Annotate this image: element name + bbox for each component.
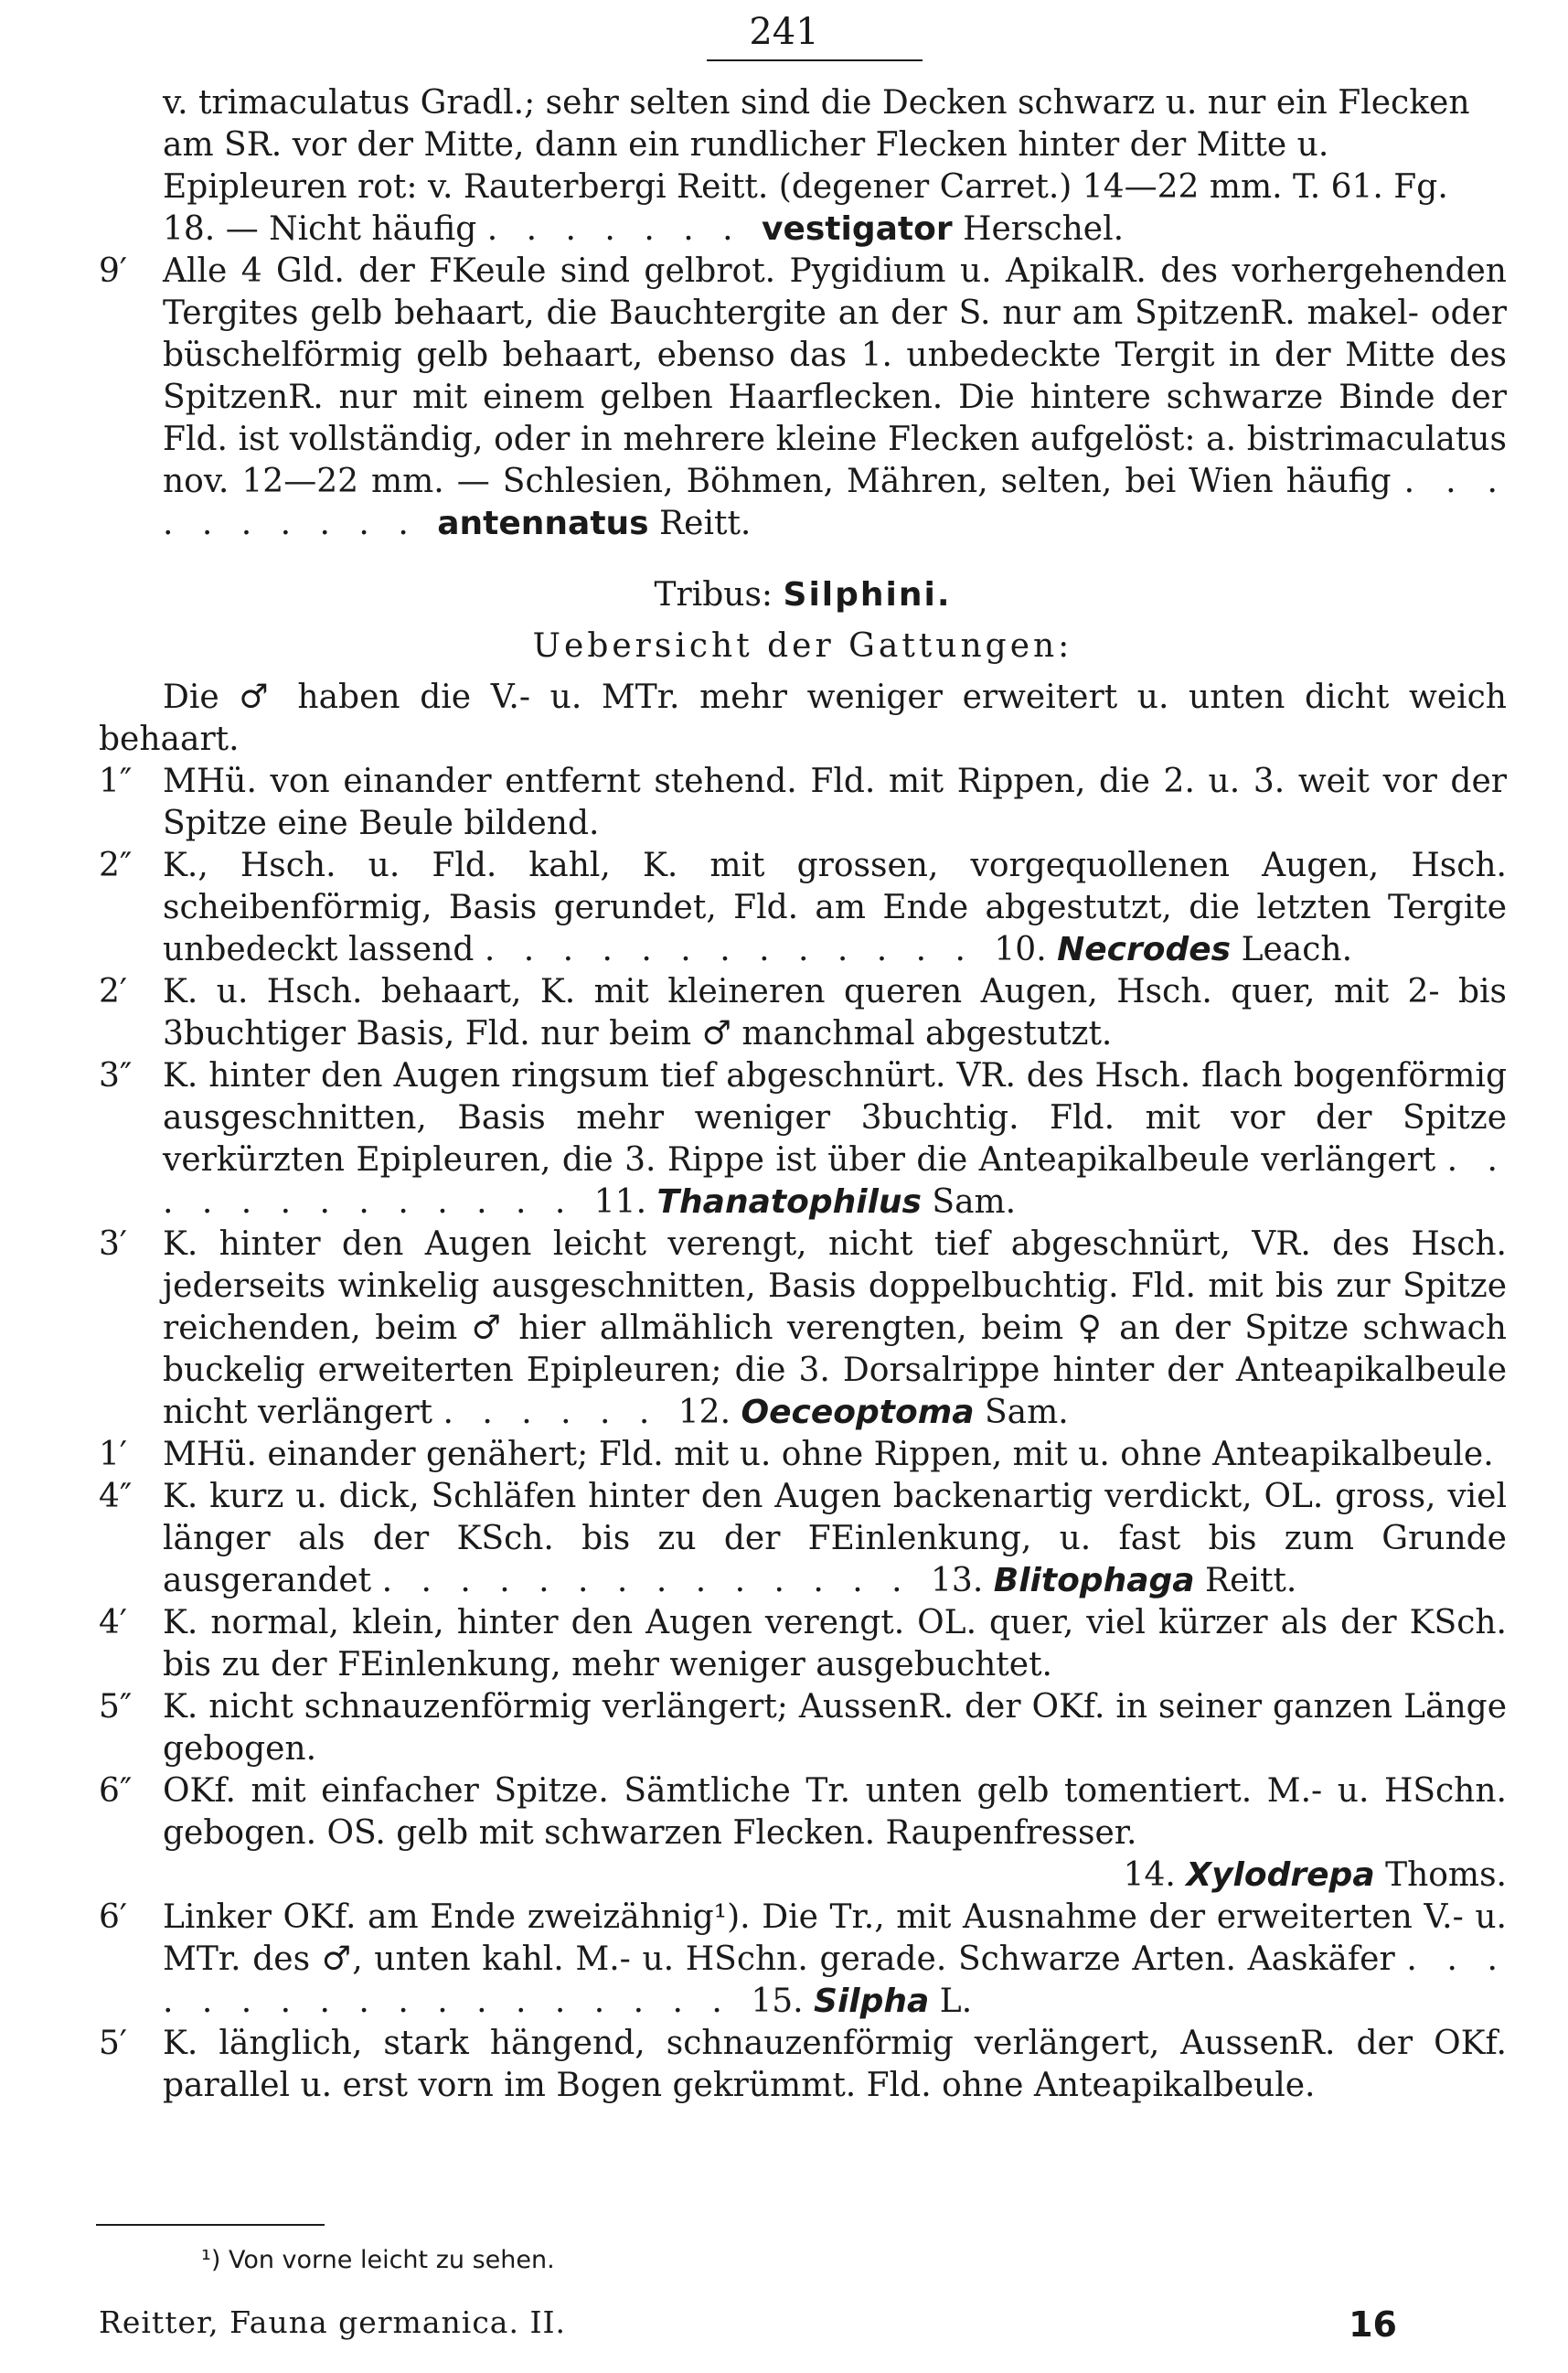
couplet-text: K. hinter den Augen leicht verengt, nicht tief abgeschnürt, VR. des Hsch. jederseits winkelig ausgeschnitten, Basis doppelbuchtig. Fld. mit bis zur Spitze reichenden, beim ♂ hier allmählich verengten, beim ♀ an der Spitze schwach buckelig erweiterten Epipleuren; die 3. Dorsalrippe hinter der Anteapikalbeule nicht verlängert	[163, 1225, 1507, 1431]
couplet-label: 3′	[99, 1225, 128, 1263]
genus-number: 13.	[931, 1562, 984, 1599]
genus-name: Xylodrepa	[1186, 1856, 1375, 1894]
couplet-6p	[99, 1897, 1507, 2023]
header-rule	[707, 59, 923, 61]
species-author: Reitt.	[659, 505, 752, 542]
couplet-label: 5″	[99, 1688, 133, 1726]
couplet-label: 6″	[99, 1772, 133, 1810]
tribus-heading	[99, 574, 1507, 616]
couplet-label: 2′	[99, 973, 128, 1010]
couplet-label: 4″	[99, 1478, 133, 1515]
species-author: Herschel.	[963, 210, 1125, 248]
couplet-label: 1′	[99, 1436, 128, 1473]
entry-text: Alle 4 Gld. der FKeule sind gelbrot. Pygidium u. ApikalR. des vorhergehenden Tergites gelb behaart, die Bauchtergite an der S. nur am SpitzenR. makel- oder büschelförmig gelb behaart, ebenso das 1. unbedeckte Tergit in der Mitte des SpitzenR. nur mit einem gelben Haarflecken. Die hintere schwarze Binde der Fld. ist vollständig, oder in mehrere kleine Flecken aufgelöst: a. bistrimaculatus nov. 12—22 mm. — Schlesien, Böhmen, Mähren, selten, bei Wien häufig	[163, 252, 1507, 500]
couplet-label: 9′	[99, 252, 128, 290]
intro-paragraph: Die ♂ haben die V.- u. MTr. mehr weniger erweitert u. unten dicht weich behaart.	[99, 679, 1507, 758]
couplet-5dp	[99, 1686, 1507, 1770]
couplet-text: K., Hsch. u. Fld. kahl, K. mit grossen, vorgequollenen Augen, Hsch. scheibenförmig, Basis gerundet, Fld. am Ende abgestutzt, die letzten Tergite unbedeckt lassend	[163, 847, 1507, 968]
genus-author: Reitt.	[1205, 1562, 1297, 1599]
page-body	[99, 82, 1507, 2107]
tribus-name: Silphini.	[783, 576, 952, 614]
couplet-label: 1″	[99, 763, 133, 800]
couplet-label: 6′	[99, 1898, 128, 1936]
genus-name: Blitophaga	[993, 1562, 1195, 1599]
couplet-text: K. nicht schnauzenförmig verlängert; AussenR. der OKf. in seiner ganzen Länge gebogen.	[163, 1688, 1507, 1768]
leader-dots: . . . . . . . . . .	[163, 463, 1507, 542]
couplet-label: 4′	[99, 1604, 128, 1641]
couplet-text: MHü. von einander entfernt stehend. Fld. mit Rippen, die 2. u. 3. weit vor der Spitze eine Beule bildend.	[163, 763, 1507, 842]
leader-dots: . . . . . . .	[486, 210, 762, 248]
leader-dots: . . . . . . . . . . . . . .	[381, 1562, 932, 1599]
couplet-3p	[99, 1224, 1507, 1434]
species-name: vestigator	[761, 210, 953, 248]
couplet-text: K. u. Hsch. behaart, K. mit kleineren queren Augen, Hsch. quer, mit 2- bis 3buchtiger Basis, Fld. nur beim ♂ manchmal abgestutzt.	[163, 973, 1507, 1053]
leader-dots: . . . . . .	[443, 1394, 678, 1431]
genus-number: 15.	[751, 1983, 804, 2020]
leader-dots: . . . . . . . . . . . . . . . . . .	[163, 1940, 1508, 2020]
couplet-2p	[99, 971, 1507, 1055]
couplet-5p	[99, 2023, 1507, 2107]
genus-author: Sam.	[932, 1183, 1017, 1221]
page-number: 241	[749, 11, 819, 53]
couplet-label: 2″	[99, 847, 133, 884]
species-name: antennatus	[437, 505, 649, 542]
genus-name: Thanatophilus	[656, 1183, 922, 1221]
couplet-text: MHü. einander genähert; Fld. mit u. ohne Rippen, mit u. ohne Anteapikalbeule.	[163, 1436, 1494, 1473]
couplet-text: Linker OKf. am Ende zweizähnig¹). Die Tr., mit Ausnahme der erweiterten V.- u. MTr. des ♂, unten kahl. M.- u. HSchn. gerade. Schwarze Arten. Aaskäfer	[163, 1898, 1507, 1978]
overview-title: Uebersicht der Gattungen:	[532, 627, 1073, 665]
couplet-2dp	[99, 845, 1507, 971]
footnote-rule	[96, 2224, 325, 2226]
couplet-6dp	[99, 1770, 1507, 1897]
footnote: ¹) Von vorne leicht zu sehen.	[201, 2246, 555, 2274]
couplet-4dp	[99, 1476, 1507, 1602]
couplet-4p	[99, 1602, 1507, 1686]
couplet-text: K. normal, klein, hinter den Augen verengt. OL. quer, viel kürzer als der KSch. bis zu der FEinlenkung, mehr weniger ausgebuchtet.	[163, 1604, 1507, 1684]
signature-number: 16	[1349, 2304, 1397, 2345]
genus-author: L.	[939, 1983, 973, 2020]
couplet-text: OKf. mit einfacher Spitze. Sämtliche Tr. unten gelb tomentiert. M.- u. HSchn. gebogen. OS. gelb mit schwarzen Flecken. Raupenfresser.	[163, 1772, 1507, 1852]
genus-author: Thoms.	[1385, 1856, 1507, 1894]
couplet-text: K. hinter den Augen ringsum tief abgeschnürt. VR. des Hsch. flach bogenförmig ausgeschnitten, Basis mehr weniger 3buchtig. Fld. mit vor der Spitze verkürzten Epipleuren, die 3. Rippe ist über die Anteapikalbeule verlängert	[163, 1057, 1507, 1179]
tribus-prefix: Tribus:	[654, 576, 773, 614]
couplet-1p	[99, 1434, 1507, 1476]
leader-dots: . . . . . . . . . . . . .	[163, 1141, 1507, 1221]
genus-number: 11.	[593, 1183, 647, 1221]
genus-author: Leach.	[1241, 931, 1353, 968]
genus-number: 14.	[1123, 1856, 1176, 1894]
genus-line	[163, 1855, 1507, 1897]
entry-trimaculatus	[99, 82, 1507, 251]
couplet-9prime	[99, 251, 1507, 545]
couplet-3dp	[99, 1055, 1507, 1224]
genus-name: Oeceoptoma	[741, 1394, 975, 1431]
leader-dots: . . . . . . . . . . . . .	[484, 931, 995, 968]
genus-number: 10.	[994, 931, 1047, 968]
page-footer	[99, 2304, 1397, 2345]
genus-name: Necrodes	[1057, 931, 1232, 968]
couplet-1dp	[99, 761, 1507, 845]
genus-name: Silpha	[814, 1983, 930, 2020]
entry-text: v. trimaculatus Gradl.; sehr selten sind die Decken schwarz u. nur ein Flecken am SR. vor der Mitte, dann ein rundlicher Flecken hinter der Mitte u. Epipleuren rot: v. Rauterbergi Reitt. (degener Carret.) 14—22 mm. T. 61. Fg. 18. — Nicht häufig	[163, 84, 1470, 248]
couplet-text: K. länglich, stark hängend, schnauzenförmig verlängert, AussenR. der OKf. parallel u. erst vorn im Bogen gekrümmt. Fld. ohne Anteapikalbeule.	[163, 2025, 1507, 2104]
couplet-label: 3″	[99, 1057, 133, 1095]
couplet-text: K. kurz u. dick, Schläfen hinter den Augen backenartig verdickt, OL. gross, viel länger als der KSch. bis zu der FEinlenkung, u. fast bis zum Grunde ausgerandet	[163, 1478, 1507, 1599]
footer-source: Reitter, Fauna germanica. II.	[99, 2304, 567, 2340]
genus-author: Sam.	[984, 1394, 1069, 1431]
couplet-label: 5′	[99, 2025, 128, 2062]
genus-number: 12.	[677, 1394, 731, 1431]
